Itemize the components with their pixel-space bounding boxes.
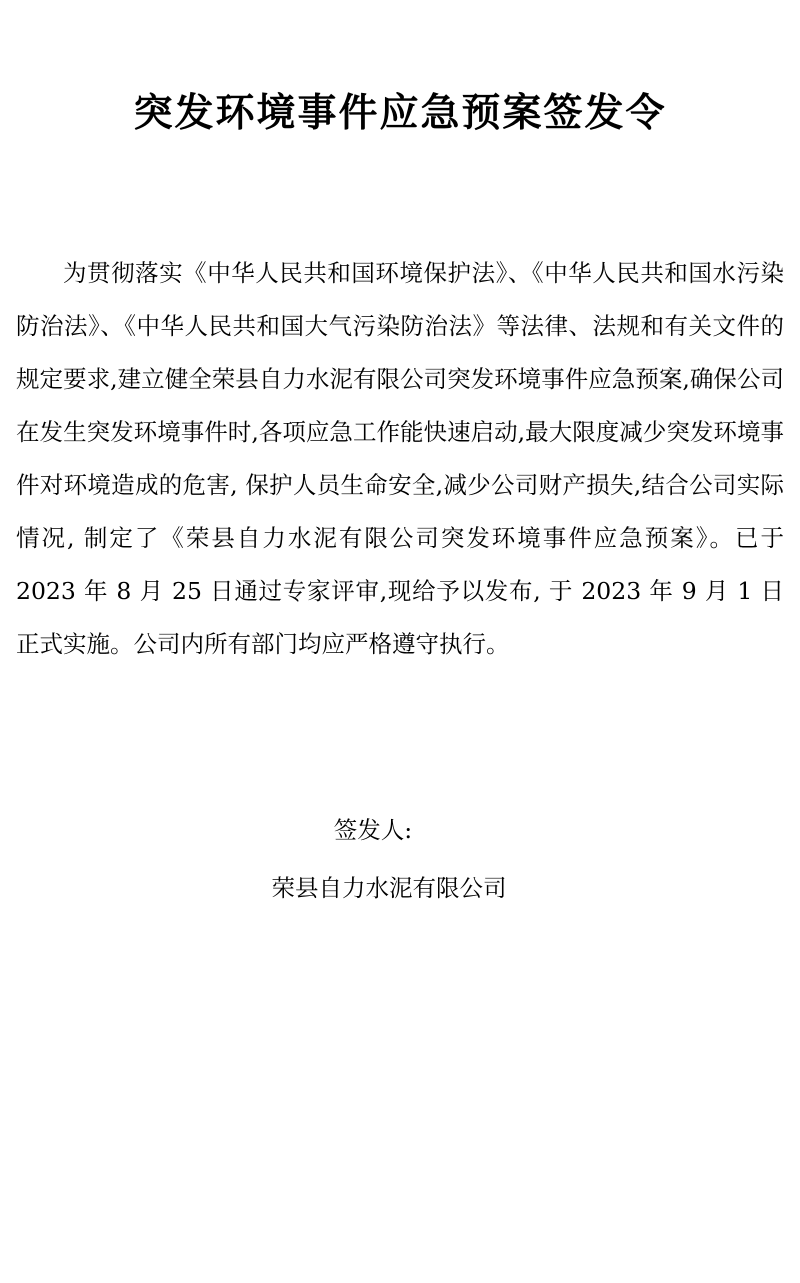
document-body: [8, 139, 792, 671]
body-paragraph: 为贯彻落实《中华人民共和国环境保护法》、《中华人民共和国水污染防治法》、《中华人民共和国大气污染防治法》等法律、法规和有关文件的规定要求,建立健全荣县自力水泥有限公司突发环境事件应急预案,确保公司在发生突发环境事件时,各项应急工作能快速启动,最大限度减少突发环境事件对环境造成的危害, 保护人员生命安全,减少公司财产损失,结合公司实际情况, 制定了《荣县自力水泥有限公司突发环境事件应急预案》。已于 2023 年 8 月 25 日通过专家评审,现给予以发布, 于 2023 年 9 月 1 日正式实施。公司内所有部门均应严格遵守执行。: [16, 258, 784, 658]
page-title: 突发环境事件应急预案签发令: [133, 90, 667, 136]
signature-issuer-label: 签发人:: [333, 815, 413, 844]
signature-block: [8, 671, 792, 917]
signature-company-name: 荣县自力水泥有限公司: [271, 873, 507, 902]
